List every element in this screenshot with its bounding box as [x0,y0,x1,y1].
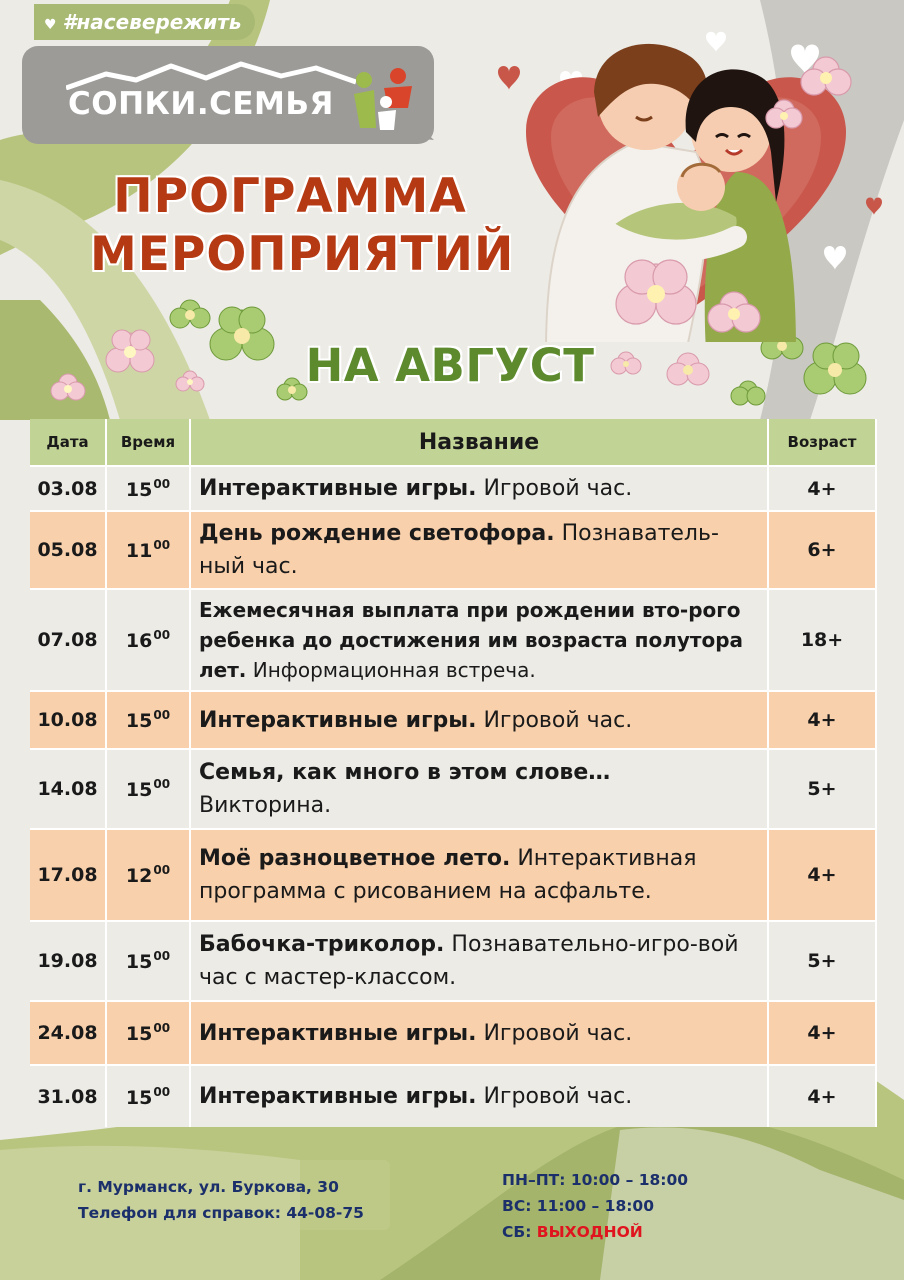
event-type: Игровой час. [476,476,633,501]
row-age: 4+ [768,466,876,511]
time-minutes: 00 [153,476,171,491]
table-row [30,589,876,691]
row-age: 4+ [768,829,876,921]
time-minutes: 00 [153,777,171,791]
row-date: 31.08 [30,1065,106,1127]
row-time [106,511,190,589]
time-hour: 15 [125,710,153,732]
row-name [190,1065,768,1127]
saturday-label: СБ: [502,1223,537,1241]
row-name [190,589,768,691]
row-time [106,691,190,749]
table-row [30,829,876,921]
event-title: Интерактивные игры. [199,476,477,501]
event-title: Интерактивные игры. [199,1020,477,1046]
hashtag-text: #насевережить [62,10,242,34]
table-row [30,921,876,1001]
time-hour: 12 [125,865,153,887]
hashtag-badge [34,4,255,40]
logo-speech-tail [410,118,440,148]
page-subtitle: НА АВГУСТ [305,339,595,392]
time-hour: 15 [125,1023,153,1045]
table-row [30,691,876,749]
event-title: День рождение светофора. [199,521,555,546]
time-hour: 11 [125,540,153,562]
page-title [90,168,515,284]
hours-sunday: ВС: 11:00 – 18:00 [502,1197,655,1215]
row-date: 03.08 [30,466,106,511]
row-name [190,921,768,1001]
family-logo-icon [352,68,416,134]
time-minutes: 00 [153,1084,171,1099]
header-time: Время [106,419,190,466]
row-date: 07.08 [30,589,106,691]
event-title: Интерактивные игры. [199,1084,477,1109]
table-row [30,466,876,511]
row-age: 18+ [768,589,876,691]
event-title: Ежемесячная выплата при рождении вто-рого ребенка до достижения им возраста полутора лет. [199,598,744,682]
time-hour: 15 [125,951,153,973]
time-hour: 15 [125,1086,153,1109]
row-date: 24.08 [30,1001,106,1065]
table-row [30,1065,876,1127]
row-age: 4+ [768,1065,876,1127]
event-type: Познавательно-игро-вой час с мастер-классом. [199,932,739,990]
row-age: 4+ [768,691,876,749]
time-minutes: 00 [153,708,171,722]
address: г. Мурманск, ул. Буркова, 30 [78,1178,339,1196]
row-date: 10.08 [30,691,106,749]
header-name: Название [190,419,768,466]
table-row [30,511,876,589]
logo [22,46,434,144]
row-name [190,829,768,921]
row-name [190,466,768,511]
event-type: Информационная встреча. [246,658,536,682]
hours-weekdays: ПН–ПТ: 10:00 – 18:00 [502,1171,689,1189]
time-hour: 15 [125,779,153,801]
logo-text: СОПКИ.СЕМЬЯ [68,86,334,122]
row-age: 5+ [768,749,876,829]
phone: Телефон для справок: 44-08-75 [78,1204,364,1222]
contact-info [78,1174,364,1226]
event-type: Викторина. [199,793,332,818]
event-type: Интерактивная программа с рисованием на асфальте. [199,846,697,904]
heart-icon: ♥ [44,17,57,33]
row-date: 19.08 [30,921,106,1001]
table-row [30,749,876,829]
row-time [106,829,190,921]
row-name [190,1001,768,1065]
family-illustration [486,22,886,342]
saturday-closed: ВЫХОДНОЙ [536,1223,643,1241]
title-line-1: ПРОГРАММА [113,169,467,224]
row-age: 6+ [768,511,876,589]
event-type: Игровой час. [476,707,633,733]
schedule-table [30,419,877,1127]
row-time [106,749,190,829]
event-type: Игровой час. [476,1020,633,1046]
event-type: Познаватель-ный час. [199,521,719,579]
header-date: Дата [30,419,106,466]
row-age: 5+ [768,921,876,1001]
opening-hours [502,1167,688,1245]
row-date: 14.08 [30,749,106,829]
time-minutes: 00 [153,949,171,963]
event-title: Бабочка-триколор. [199,932,445,957]
table-header-row [30,419,876,466]
header-age: Возраст [768,419,876,466]
row-date: 05.08 [30,511,106,589]
row-date: 17.08 [30,829,106,921]
row-age: 4+ [768,1001,876,1065]
row-time [106,921,190,1001]
row-time [106,466,190,511]
title-line-2: МЕРОПРИЯТИЙ [90,227,515,282]
row-time [106,1001,190,1065]
row-name [190,749,768,829]
row-name [190,691,768,749]
row-time [106,1065,190,1127]
row-name [190,511,768,589]
event-type: Игровой час. [476,1084,633,1109]
row-time [106,589,190,691]
time-minutes: 00 [153,1021,171,1035]
event-title: Интерактивные игры. [199,707,477,733]
event-title: Семья, как много в этом слове… [199,760,611,785]
hours-saturday [502,1219,688,1245]
time-minutes: 00 [153,628,171,642]
event-title: Моё разноцветное лето. [199,846,511,871]
time-minutes: 00 [153,538,171,552]
time-hour: 15 [125,478,153,501]
time-hour: 16 [125,630,153,652]
time-minutes: 00 [153,863,171,877]
table-row [30,1001,876,1065]
